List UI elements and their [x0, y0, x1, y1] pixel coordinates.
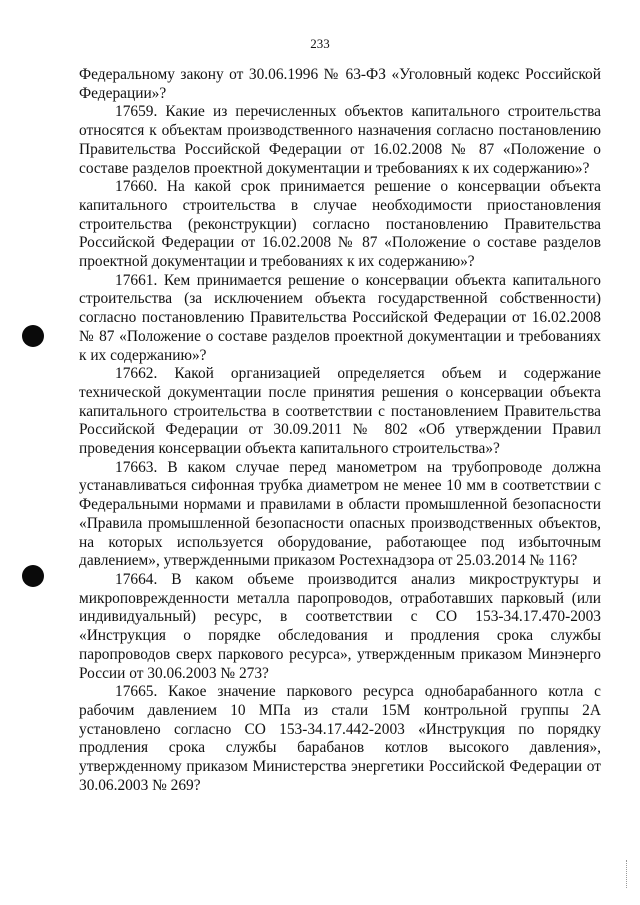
paragraph-continuation: Федеральному закону от 30.06.1996 № 63-ФЗ «Уголовный кодекс Российской Федерации»? [79, 66, 601, 102]
question-17662: 17662. Какой организацией определяется объем и содержание технической документации после принятия решения о консервации объекта капитального строительства в соответствии с постановлением Правительства Российской Федерации от 30.09.2011 № 802 «Об утверждении Правил проведения консервации объекта капитального строительства»? [79, 365, 601, 458]
document-body [79, 66, 601, 795]
question-17660: 17660. На какой срок принимается решение о консервации объекта капитального строительства в случае необходимости приостановления строительства (реконструкции) согласно постановлению Правительства Российской Федерации от 16.02.2008 № 87 «Положение о составе разделов проектной документации и требованиях к их содержанию»? [79, 178, 601, 271]
question-17661: 17661. Кем принимается решение о консервации объекта капитального строительства (за исключением объекта государственной собственности) согласно постановлению Правительства Российской Федерации от 16.02.2008 № 87 «Положение о составе разделов проектной документации и требованиях к их содержанию»? [79, 271, 601, 364]
question-17664: 17664. В каком объеме производится анализ микроструктуры и микроповрежденности металла паропроводов, отработавших парковый (или индивидуальный) ресурс, в соответствии с СО 153-34.17.470-2003 «Инструкция о порядке обследования и продления срока службы паропроводов сверх паркового ресурса», утвержденным приказом Минэнерго России от 30.06.2003 № 273? [79, 570, 601, 682]
punch-hole-mark [22, 565, 44, 587]
punch-hole-mark [22, 325, 44, 347]
page-number: 233 [310, 36, 330, 51]
question-17659: 17659. Какие из перечисленных объектов капитального строительства относятся к объектам производственного назначения согласно постановлению Правительства Российской Федерации от 16.02.2008 № 87 «Положение о составе разделов проектной документации и требованиях к их содержанию»? [79, 103, 601, 177]
question-17663: 17663. В каком случае перед манометром на трубопроводе должна устанавливаться сифонная трубка диаметром не менее 10 мм в соответствии с Федеральными нормами и правилами в области промышленной безопасности «Правила промышленной безопасности опасных производственных объектов, на которых используется оборудование, работающее под избыточным давлением», утвержденными приказом Ростехнадзора от 25.03.2014 № 116? [79, 458, 601, 570]
scan-edge-mark [626, 860, 633, 888]
question-17665: 17665. Какое значение паркового ресурса однобарабанного котла с рабочим давлением 10 МПа из стали 15М контрольной группы 2А установлено согласно СО 153-34.17.442-2003 «Инструкция по порядку продления срока службы барабанов котлов высокого давления», утвержденному приказом Министерства энергетики Российской Федерации от 30.06.2003 № 269? [79, 683, 601, 794]
